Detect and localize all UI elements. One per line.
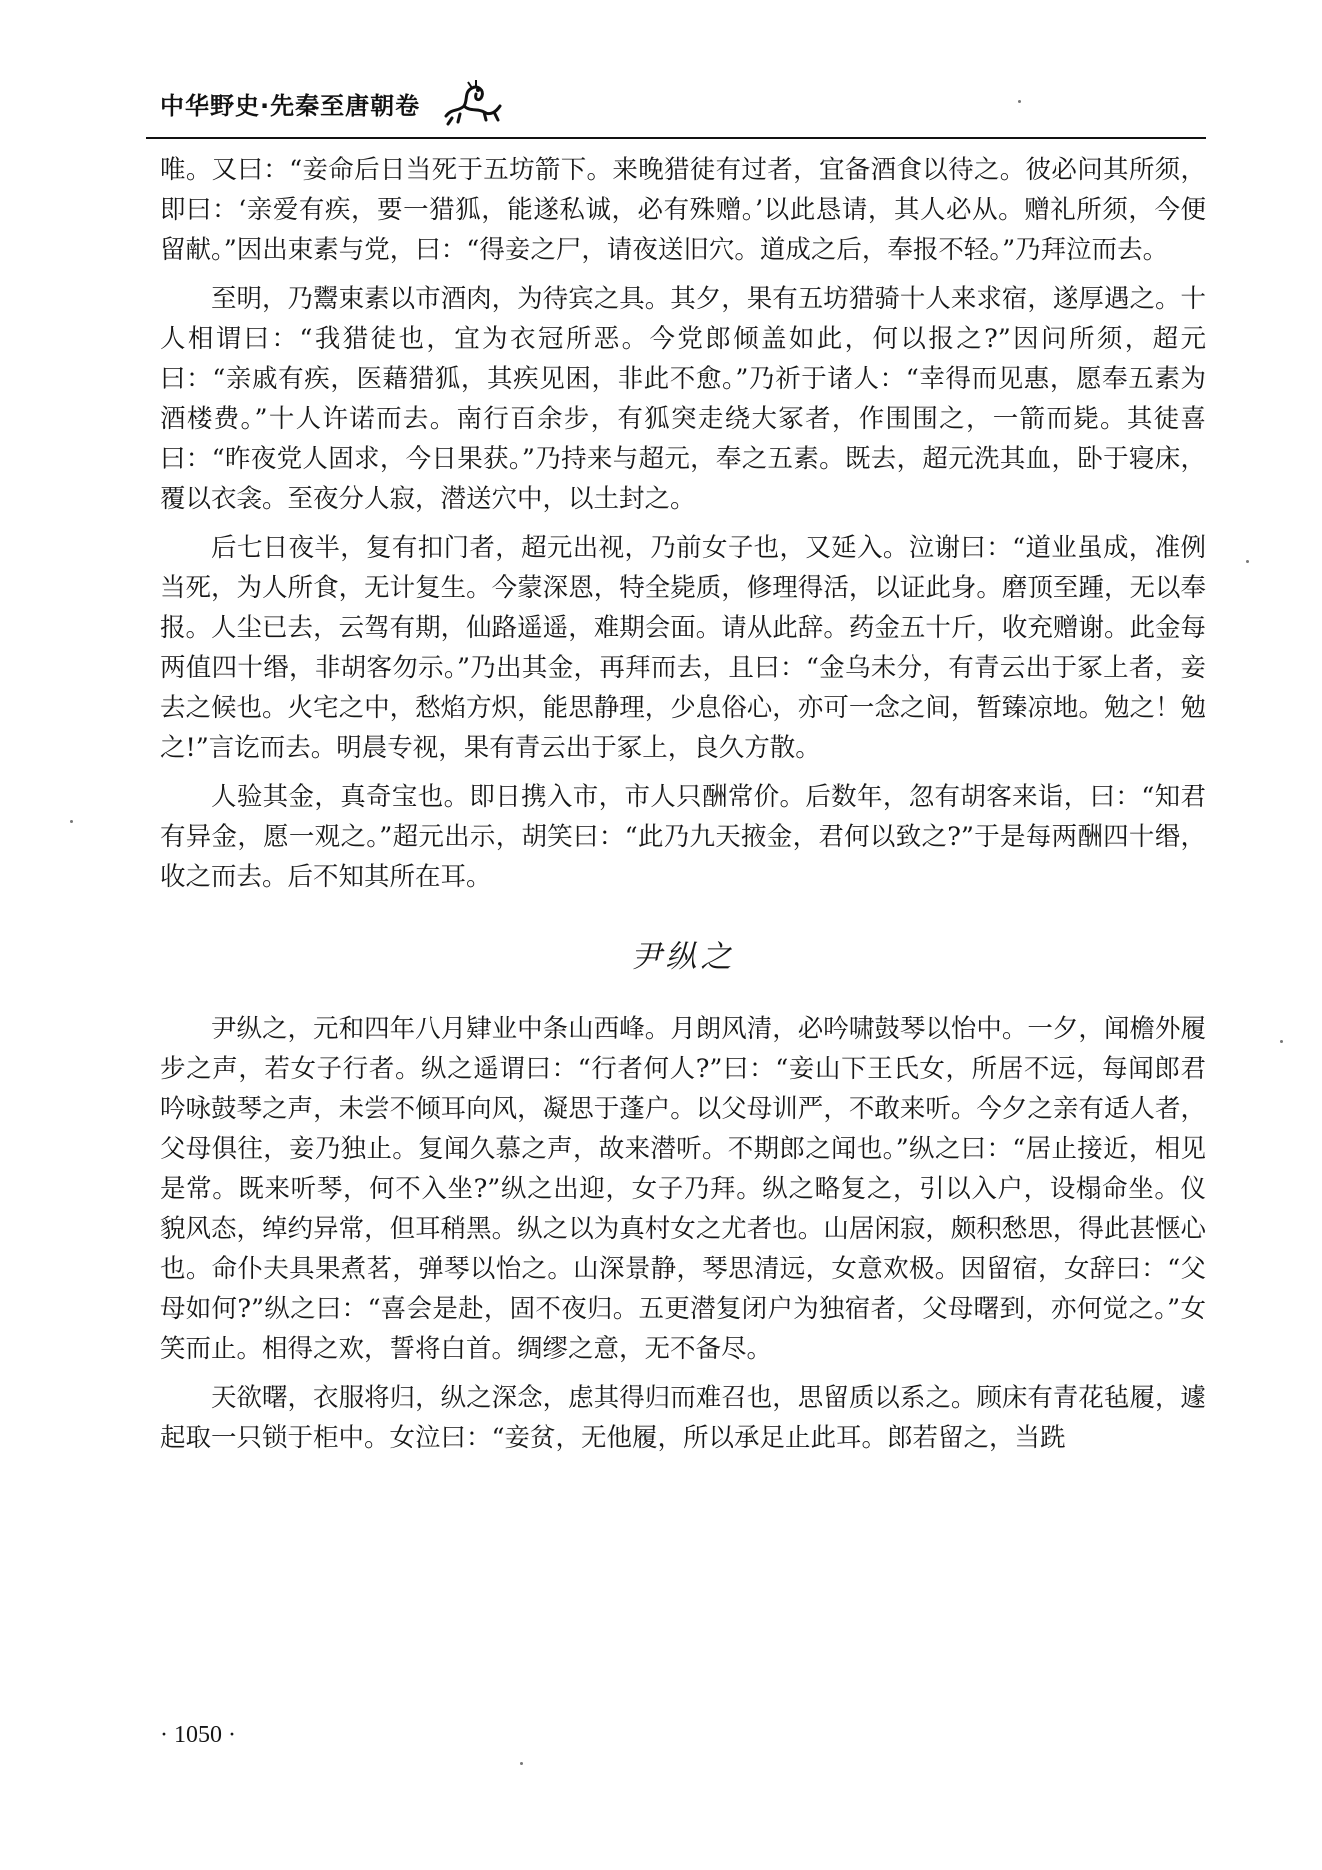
paragraph: 人验其金，真奇宝也。即日携入市，市人只酬常价。后数年，忽有胡客来诣，曰：“知君有异金，愿一观之。”超元出示，胡笑曰：“此乃九天掖金，君何以致之?”于是每两酬四十缗，收之而去。后不知其所在耳。 [160, 782, 1206, 892]
scan-speck [520, 1762, 523, 1765]
header-rule [146, 137, 1206, 139]
scan-speck [1280, 1040, 1283, 1043]
book-title: 中华野史·先秦至唐朝卷 [160, 91, 421, 120]
dragon-ornament-icon [438, 78, 508, 128]
paragraph: 尹纵之，元和四年八月肄业中条山西峰。月朗风清，必吟啸鼓琴以怡中。一夕，闻檐外履步之声，若女子行者。纵之遥谓曰：“行者何人?”曰：“妾山下王氏女，所居不远，每闻郎君吟咏鼓琴之声，未尝不倾耳向风，凝思于蓬户。以父母训严，不敢来听。今夕之亲有适人者，父母俱往，妾乃独止。复闻久慕之声，故来潜听。不期郎之闻也。”纵之曰：“居止接近，相见是常。既来听琴，何不入坐?”纵之出迎，女子乃拜。纵之略复之，引以入户，设榻命坐。仪貌风态，绰约异常，但耳稍黑。纵之以为真村女之尤者也。山居闲寂，颇积愁思，得此甚惬心也。命仆夫具果煮茗，弹琴以怡之。山深景静，琴思清远，女意欢极。因留宿，女辞曰：“父母如何?”纵之曰：“喜会是赴，固不夜归。五更潜复闭户为独宿者，父母曙到，亦何觉之。”女笑而止。相得之欢，誓将白首。绸缪之意，无不备尽。 [160, 1014, 1206, 1364]
paragraph: 唯。又曰：“妾命后日当死于五坊箭下。来晚猎徒有过者，宜备酒食以待之。彼必问其所须，即曰：‘亲爱有疾，要一猎狐，能遂私诚，必有殊赠。’以此恳请，其人必从。赠礼所须，今便留献。”因出束素与党，曰：“得妾之尸，请夜送旧穴。道成之后，奉报不轻。”乃拜泣而去。 [160, 155, 1206, 265]
paragraph: 天欲曙，衣服将归，纵之深念，虑其得归而难召也，思留质以系之。顾床有青花毡履，遽起取一只锁于柜中。女泣曰：“妾贫，无他履，所以承足止此耳。郎若留之，当跣 [160, 1383, 1206, 1453]
paragraph: 至明，乃鬻束素以市酒肉，为待宾之具。其夕，果有五坊猎骑十人来求宿，遂厚遇之。十人相谓曰：“我猎徒也，宜为衣冠所恶。今党郎倾盖如此，何以报之?”因问所须，超元曰：“亲戚有疾，医藉猎狐，其疾见困，非此不愈。”乃祈于诸人：“幸得而见惠，愿奉五素为酒楼费。”十人许诺而去。南行百余步，有狐突走绕大冢者，作围围之，一箭而毙。其徒喜曰：“昨夜党人固求，今日果获。”乃持来与超元，奉之五素。既去，超元洗其血，卧于寝床，覆以衣衾。至夜分人寂，潜送穴中，以土封之。 [160, 284, 1206, 514]
page-number: · 1050 · [160, 1722, 236, 1748]
scan-speck [1246, 560, 1249, 563]
scan-speck [1018, 100, 1021, 103]
scan-speck [70, 820, 73, 823]
running-header [160, 78, 508, 128]
section-title: 尹纵之 [630, 939, 736, 975]
paragraph: 后七日夜半，复有扣门者，超元出视，乃前女子也，又延入。泣谢曰：“道业虽成，准例当死，为人所食，无计复生。今蒙深恩，特全毙质，修理得活，以证此身。磨顶至踵，无以奉报。人尘已去，云驾有期，仙路遥遥，难期会面。请从此辞。药金五十斤，收充赠谢。此金每两值四十缗，非胡客勿示。”乃出其金，再拜而去，且曰：“金乌未分，有青云出于冢上者，妾去之候也。火宅之中，愁焰方炽，能思静理，少息俗心，亦可一念之间，暂臻凉地。勉之！勉之!”言讫而去。明晨专视，果有青云出于冢上，良久方散。 [160, 533, 1206, 763]
page-body [160, 150, 1206, 1467]
